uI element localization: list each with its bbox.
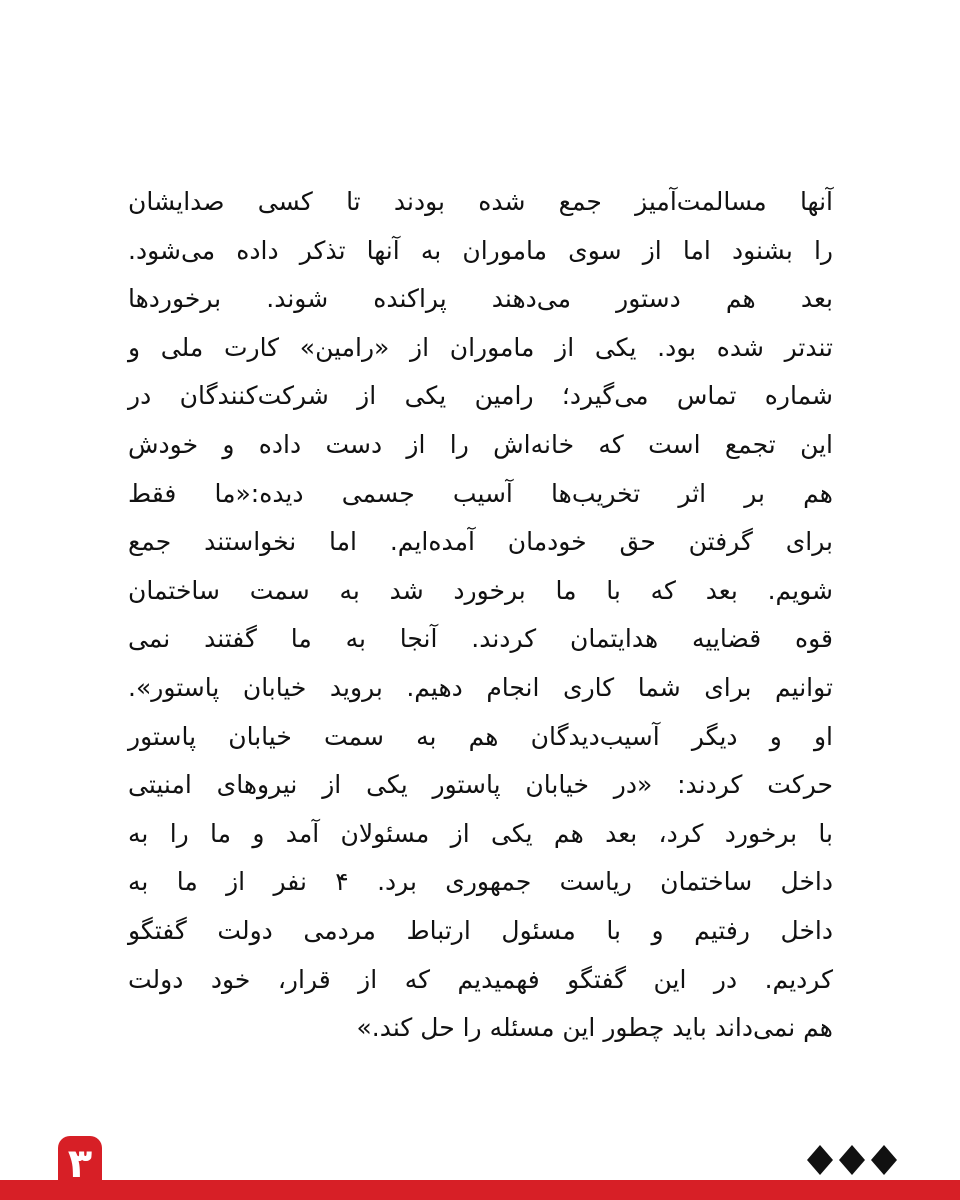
body-line: را بشنود اما از سوی ماموران به آنها تذکر داده می‌شود.	[128, 235, 833, 265]
body-line: کردیم. در این گفتگو فهمیدیم که از قرار، خود دولت	[128, 964, 833, 994]
article-body	[128, 178, 833, 1053]
body-line: توانیم برای شما کاری انجام دهیم. بروید خیابان پاستور».	[128, 672, 833, 702]
body-line: این تجمع است که خانه‌اش را از دست داده و خودش	[128, 429, 833, 459]
body-line: شویم. بعد که با ما برخورد شد به سمت ساختمان	[128, 575, 833, 605]
body-line: بعد هم دستور می‌دهند پراکنده شوند. برخوردها	[128, 284, 833, 314]
body-line: با برخورد کرد، بعد هم یکی از مسئولان آمد و ما را به	[128, 818, 833, 848]
page-number-tab	[58, 1136, 102, 1200]
body-line: داخل رفتیم و با مسئول ارتباط مردمی دولت گفتگو	[128, 915, 833, 945]
body-line: او و دیگر آسیب‌دیدگان هم به سمت خیابان پاستور	[128, 721, 833, 751]
three-dots-icon	[806, 1142, 898, 1178]
dot-shape	[807, 1145, 833, 1175]
dot-shape	[871, 1145, 897, 1175]
dot-shape	[839, 1145, 865, 1175]
body-line: داخل ساختمان ریاست جمهوری برد. ۴ نفر از ما به	[128, 867, 833, 897]
body-line: قوه قضاییه هدایتمان کردند. آنجا به ما گفتند نمی	[128, 624, 833, 654]
body-line: حرکت کردند: «در خیابان پاستور یکی از نیروهای امنیتی	[128, 770, 833, 800]
body-line: هم بر اثر تخریب‌ها آسیب جسمی دیده:«ما فقط	[128, 478, 833, 508]
page-number: ۳	[67, 1141, 93, 1187]
body-line: تندتر شده بود. یکی از ماموران از «رامین» کارت ملی و	[128, 332, 833, 362]
footer-bar	[0, 1180, 960, 1200]
body-line: هم نمی‌داند باید چطور این مسئله را حل کند.»	[356, 1013, 833, 1043]
body-line: برای گرفتن حق خودمان آمده‌ایم. اما نخواستند جمع	[128, 527, 833, 557]
body-line: آنها مسالمت‌آمیز جمع شده بودند تا کسی صدایشان	[128, 187, 833, 216]
body-line: شماره تماس می‌گیرد؛ رامین یکی از شرکت‌کنندگان در	[128, 381, 833, 411]
